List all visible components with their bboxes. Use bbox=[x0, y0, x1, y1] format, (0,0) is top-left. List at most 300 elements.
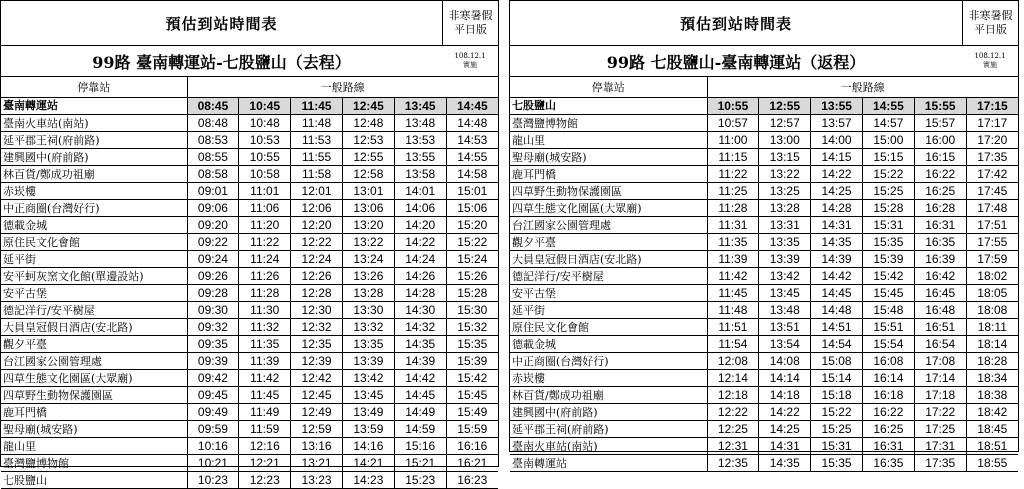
arrival-time: 14:01 bbox=[394, 183, 446, 200]
arrival-time: 14:31 bbox=[811, 217, 863, 234]
arrival-time: 09:24 bbox=[187, 251, 239, 268]
arrival-time: 11:20 bbox=[239, 217, 291, 234]
arrival-time: 11:00 bbox=[707, 132, 759, 149]
arrival-time: 11:53 bbox=[291, 132, 343, 149]
arrival-time: 15:25 bbox=[811, 421, 863, 438]
arrival-time: 11:35 bbox=[707, 234, 759, 251]
arrival-time: 15:35 bbox=[446, 336, 498, 353]
stop-row bbox=[1, 217, 498, 234]
arrival-time: 11:28 bbox=[239, 285, 291, 302]
outbound-schedule bbox=[0, 0, 499, 487]
stop-row bbox=[1, 268, 498, 285]
arrival-time: 15:23 bbox=[394, 472, 446, 489]
arrival-time: 10:58 bbox=[239, 166, 291, 183]
arrival-time: 18:14 bbox=[966, 336, 1018, 353]
arrival-time: 11:35 bbox=[239, 336, 291, 353]
arrival-time: 13:42 bbox=[342, 370, 394, 387]
badge-line1: 非寒暑假 bbox=[448, 9, 493, 22]
arrival-time: 11:32 bbox=[239, 319, 291, 336]
arrival-time: 11:15 bbox=[707, 149, 759, 166]
arrival-time: 18:05 bbox=[966, 285, 1018, 302]
arrival-time: 12:14 bbox=[707, 370, 759, 387]
stop-row bbox=[510, 115, 1018, 132]
arrival-time: 13:25 bbox=[759, 183, 811, 200]
version-line1: 108.12.1 bbox=[454, 52, 486, 60]
stop-row bbox=[1, 353, 498, 370]
arrival-time: 16:21 bbox=[446, 455, 498, 472]
arrival-time: 18:38 bbox=[966, 387, 1018, 404]
arrival-time: 14:22 bbox=[811, 166, 863, 183]
route-title: 99路 七股鹽山-臺南轉運站（返程） bbox=[606, 52, 866, 72]
stop-row bbox=[1, 302, 498, 319]
departure-time: 14:45 bbox=[446, 98, 498, 115]
arrival-time: 18:51 bbox=[966, 438, 1018, 455]
arrival-time: 14:39 bbox=[394, 353, 446, 370]
arrival-time: 14:59 bbox=[394, 421, 446, 438]
stop-name: 中正商圈(台灣好行) bbox=[1, 200, 187, 217]
arrival-time: 15:42 bbox=[446, 370, 498, 387]
arrival-time: 12:48 bbox=[342, 115, 394, 132]
version-line1: 108.12.1 bbox=[974, 52, 1006, 60]
service-column-header: 一般路線 bbox=[707, 77, 1018, 98]
arrival-time: 14:51 bbox=[811, 319, 863, 336]
arrival-time: 14:58 bbox=[446, 166, 498, 183]
stop-row bbox=[1, 234, 498, 251]
arrival-time: 14:22 bbox=[759, 404, 811, 421]
arrival-time: 17:45 bbox=[966, 183, 1018, 200]
stop-name: 觀夕平臺 bbox=[510, 234, 707, 251]
arrival-time: 14:00 bbox=[811, 132, 863, 149]
schedule-badge bbox=[962, 1, 1018, 45]
arrival-time: 14:48 bbox=[446, 115, 498, 132]
stop-row bbox=[510, 200, 1018, 217]
arrival-time: 17:51 bbox=[966, 217, 1018, 234]
route-header bbox=[510, 46, 1018, 77]
stop-row bbox=[1, 251, 498, 268]
version-line2: 實施 bbox=[983, 61, 997, 69]
arrival-time: 17:17 bbox=[966, 115, 1018, 132]
arrival-time: 14:35 bbox=[811, 234, 863, 251]
stop-name: 赤崁樓 bbox=[1, 183, 187, 200]
arrival-time: 14:57 bbox=[862, 115, 914, 132]
stop-row bbox=[1, 285, 498, 302]
stop-row bbox=[510, 387, 1018, 404]
arrival-time: 15:00 bbox=[862, 132, 914, 149]
stop-name: 台江國家公園管理處 bbox=[1, 353, 187, 370]
arrival-time: 12:32 bbox=[291, 319, 343, 336]
service-column-header: 一般路線 bbox=[187, 77, 498, 98]
arrival-time: 14:26 bbox=[394, 268, 446, 285]
stop-name: 龍山里 bbox=[510, 132, 707, 149]
arrival-time: 14:08 bbox=[759, 353, 811, 370]
arrival-time: 11:48 bbox=[707, 302, 759, 319]
arrival-time: 15:31 bbox=[862, 217, 914, 234]
arrival-time: 17:22 bbox=[914, 404, 966, 421]
arrival-time: 15:57 bbox=[914, 115, 966, 132]
arrival-time: 11:30 bbox=[239, 302, 291, 319]
arrival-time: 17:59 bbox=[966, 251, 1018, 268]
arrival-time: 18:28 bbox=[966, 353, 1018, 370]
stop-name: 赤崁樓 bbox=[510, 370, 707, 387]
arrival-time: 12:21 bbox=[239, 455, 291, 472]
stop-name: 建興國中(府前路) bbox=[1, 149, 187, 166]
arrival-time: 09:45 bbox=[187, 387, 239, 404]
arrival-time: 15:18 bbox=[811, 387, 863, 404]
departure-time: 10:45 bbox=[239, 98, 291, 115]
stop-name: 七股鹽山 bbox=[510, 98, 707, 115]
arrival-time: 12:35 bbox=[291, 336, 343, 353]
stop-name: 七股鹽山 bbox=[1, 472, 187, 489]
stop-name: 四草生態文化園區(大眾廟) bbox=[1, 370, 187, 387]
arrival-time: 14:55 bbox=[446, 149, 498, 166]
stop-name: 德載金城 bbox=[1, 217, 187, 234]
version-line2: 實施 bbox=[463, 61, 477, 69]
stop-name: 四草野生動物保護園區 bbox=[510, 183, 707, 200]
arrival-time: 12:22 bbox=[291, 234, 343, 251]
arrival-time: 11:28 bbox=[707, 200, 759, 217]
stop-row bbox=[510, 251, 1018, 268]
arrival-time: 15:48 bbox=[862, 302, 914, 319]
arrival-time: 12:26 bbox=[291, 268, 343, 285]
arrival-time: 17:31 bbox=[914, 438, 966, 455]
arrival-time: 11:01 bbox=[239, 183, 291, 200]
arrival-time: 10:55 bbox=[239, 149, 291, 166]
arrival-time: 10:53 bbox=[239, 132, 291, 149]
arrival-time: 14:24 bbox=[394, 251, 446, 268]
arrival-time: 09:01 bbox=[187, 183, 239, 200]
arrival-time: 15:25 bbox=[862, 183, 914, 200]
arrival-time: 13:49 bbox=[342, 404, 394, 421]
arrival-time: 12:31 bbox=[707, 438, 759, 455]
arrival-time: 16:28 bbox=[914, 200, 966, 217]
arrival-time: 14:45 bbox=[811, 285, 863, 302]
arrival-time: 08:48 bbox=[187, 115, 239, 132]
arrival-time: 14:42 bbox=[811, 268, 863, 285]
arrival-time: 11:55 bbox=[291, 149, 343, 166]
arrival-time: 17:20 bbox=[966, 132, 1018, 149]
return-schedule bbox=[509, 0, 1019, 470]
arrival-time: 12:28 bbox=[291, 285, 343, 302]
arrival-time: 12:39 bbox=[291, 353, 343, 370]
version-date bbox=[962, 46, 1018, 76]
stop-row bbox=[1, 472, 498, 489]
stop-row bbox=[510, 421, 1018, 438]
arrival-time: 09:20 bbox=[187, 217, 239, 234]
arrival-time: 11:48 bbox=[291, 115, 343, 132]
arrival-time: 09:30 bbox=[187, 302, 239, 319]
timetable bbox=[1, 77, 498, 489]
stop-name: 德載金城 bbox=[510, 336, 707, 353]
departure-time: 15:55 bbox=[914, 98, 966, 115]
arrival-time: 16:54 bbox=[914, 336, 966, 353]
stop-row bbox=[1, 149, 498, 166]
stop-row bbox=[1, 455, 498, 472]
arrival-time: 15:21 bbox=[394, 455, 446, 472]
column-header-row bbox=[510, 77, 1018, 98]
arrival-time: 15:22 bbox=[811, 404, 863, 421]
arrival-time: 10:23 bbox=[187, 472, 239, 489]
arrival-time: 13:48 bbox=[759, 302, 811, 319]
stop-column-header: 停靠站 bbox=[510, 77, 707, 98]
arrival-time: 14:23 bbox=[342, 472, 394, 489]
arrival-time: 15:15 bbox=[862, 149, 914, 166]
arrival-time: 15:35 bbox=[811, 455, 863, 472]
stop-name: 四草生態文化園區(大眾廟) bbox=[510, 200, 707, 217]
arrival-time: 14:20 bbox=[394, 217, 446, 234]
stop-row bbox=[510, 336, 1018, 353]
arrival-time: 11:22 bbox=[707, 166, 759, 183]
stop-row bbox=[510, 149, 1018, 166]
stop-name: 建興國中(府前路) bbox=[510, 404, 707, 421]
arrival-time: 13:26 bbox=[342, 268, 394, 285]
badge-line2: 平日版 bbox=[974, 23, 1007, 36]
arrival-time: 13:35 bbox=[759, 234, 811, 251]
stop-row bbox=[510, 455, 1018, 472]
arrival-time: 12:08 bbox=[707, 353, 759, 370]
arrival-time: 16:35 bbox=[862, 455, 914, 472]
stop-name: 臺南轉運站 bbox=[510, 455, 707, 472]
stop-name: 臺南火車站(南站) bbox=[510, 438, 707, 455]
arrival-time: 13:53 bbox=[394, 132, 446, 149]
arrival-time: 15:35 bbox=[862, 234, 914, 251]
arrival-time: 14:39 bbox=[811, 251, 863, 268]
arrival-time: 13:42 bbox=[759, 268, 811, 285]
arrival-time: 14:28 bbox=[811, 200, 863, 217]
arrival-time: 11:49 bbox=[239, 404, 291, 421]
stop-row bbox=[1, 336, 498, 353]
arrival-time: 12:53 bbox=[342, 132, 394, 149]
stop-name: 四草野生動物保護園區 bbox=[1, 387, 187, 404]
arrival-time: 14:35 bbox=[394, 336, 446, 353]
arrival-time: 14:21 bbox=[342, 455, 394, 472]
stop-row bbox=[1, 319, 498, 336]
stop-name: 安平古堡 bbox=[1, 285, 187, 302]
arrival-time: 09:06 bbox=[187, 200, 239, 217]
arrival-time: 15:39 bbox=[862, 251, 914, 268]
stop-name: 臺灣鹽博物館 bbox=[1, 455, 187, 472]
arrival-time: 15:30 bbox=[446, 302, 498, 319]
arrival-time: 13:22 bbox=[342, 234, 394, 251]
arrival-time: 10:57 bbox=[707, 115, 759, 132]
arrival-time: 14:31 bbox=[759, 438, 811, 455]
arrival-time: 15:26 bbox=[446, 268, 498, 285]
arrival-time: 15:22 bbox=[446, 234, 498, 251]
column-header-row bbox=[1, 77, 498, 98]
stop-name: 聖母廟(城安路) bbox=[1, 421, 187, 438]
arrival-time: 13:23 bbox=[291, 472, 343, 489]
arrival-time: 11:42 bbox=[239, 370, 291, 387]
arrival-time: 09:49 bbox=[187, 404, 239, 421]
arrival-time: 15:45 bbox=[862, 285, 914, 302]
arrival-time: 09:42 bbox=[187, 370, 239, 387]
stop-row bbox=[510, 285, 1018, 302]
stop-row bbox=[1, 200, 498, 217]
arrival-time: 16:22 bbox=[914, 166, 966, 183]
arrival-time: 11:39 bbox=[239, 353, 291, 370]
stop-name: 延平街 bbox=[510, 302, 707, 319]
stop-column-header: 停靠站 bbox=[1, 77, 187, 98]
arrival-time: 17:42 bbox=[966, 166, 1018, 183]
arrival-time: 11:42 bbox=[707, 268, 759, 285]
stop-row bbox=[510, 302, 1018, 319]
arrival-time: 13:01 bbox=[342, 183, 394, 200]
arrival-time: 15:45 bbox=[446, 387, 498, 404]
stop-row bbox=[510, 183, 1018, 200]
timetable-body bbox=[1, 98, 498, 489]
arrival-time: 13:28 bbox=[342, 285, 394, 302]
stop-row bbox=[1, 421, 498, 438]
arrival-time: 09:59 bbox=[187, 421, 239, 438]
arrival-time: 12:35 bbox=[707, 455, 759, 472]
arrival-time: 12:59 bbox=[291, 421, 343, 438]
stop-name: 臺南火車站(南站) bbox=[1, 115, 187, 132]
departure-row bbox=[510, 98, 1018, 115]
departure-time: 17:15 bbox=[966, 98, 1018, 115]
arrival-time: 17:55 bbox=[966, 234, 1018, 251]
arrival-time: 12:24 bbox=[291, 251, 343, 268]
arrival-time: 09:22 bbox=[187, 234, 239, 251]
arrival-time: 13:45 bbox=[342, 387, 394, 404]
arrival-time: 13:58 bbox=[394, 166, 446, 183]
stop-name: 德記洋行/安平樹屋 bbox=[510, 268, 707, 285]
stop-name: 安平蚵灰窯文化館(單邊設站) bbox=[1, 268, 187, 285]
arrival-time: 16:15 bbox=[914, 149, 966, 166]
stop-name: 延平郡王祠(府前路) bbox=[510, 421, 707, 438]
arrival-time: 14:18 bbox=[759, 387, 811, 404]
arrival-time: 15:24 bbox=[446, 251, 498, 268]
arrival-time: 13:51 bbox=[759, 319, 811, 336]
arrival-time: 16:00 bbox=[914, 132, 966, 149]
arrival-time: 18:42 bbox=[966, 404, 1018, 421]
stop-row bbox=[1, 438, 498, 455]
stop-name: 原住民文化會館 bbox=[1, 234, 187, 251]
stop-row bbox=[1, 370, 498, 387]
route-title: 99路 臺南轉運站-七股鹽山（去程） bbox=[92, 52, 351, 72]
arrival-time: 15:06 bbox=[446, 200, 498, 217]
arrival-time: 12:25 bbox=[707, 421, 759, 438]
arrival-time: 12:20 bbox=[291, 217, 343, 234]
arrival-time: 16:25 bbox=[914, 183, 966, 200]
arrival-time: 14:45 bbox=[394, 387, 446, 404]
arrival-time: 16:25 bbox=[862, 421, 914, 438]
arrival-time: 09:28 bbox=[187, 285, 239, 302]
arrival-time: 14:54 bbox=[811, 336, 863, 353]
arrival-time: 13:59 bbox=[342, 421, 394, 438]
stop-row bbox=[1, 183, 498, 200]
arrival-time: 11:39 bbox=[707, 251, 759, 268]
departure-time: 08:45 bbox=[187, 98, 239, 115]
stop-row bbox=[1, 404, 498, 421]
stop-name: 臺南轉運站 bbox=[1, 98, 187, 115]
arrival-time: 16:39 bbox=[914, 251, 966, 268]
arrival-time: 12:55 bbox=[342, 149, 394, 166]
departure-time: 12:45 bbox=[342, 98, 394, 115]
arrival-time: 16:08 bbox=[862, 353, 914, 370]
arrival-time: 13:30 bbox=[342, 302, 394, 319]
arrival-time: 11:24 bbox=[239, 251, 291, 268]
stop-row bbox=[510, 217, 1018, 234]
arrival-time: 10:48 bbox=[239, 115, 291, 132]
stop-name: 鹿耳門橋 bbox=[510, 166, 707, 183]
arrival-time: 12:22 bbox=[707, 404, 759, 421]
departure-time: 13:45 bbox=[394, 98, 446, 115]
arrival-time: 15:01 bbox=[446, 183, 498, 200]
schedule-header bbox=[510, 1, 1018, 46]
arrival-time: 15:42 bbox=[862, 268, 914, 285]
stop-row bbox=[510, 353, 1018, 370]
stop-row bbox=[1, 166, 498, 183]
stop-name: 安平古堡 bbox=[510, 285, 707, 302]
arrival-time: 13:22 bbox=[759, 166, 811, 183]
stop-name: 鹿耳門橋 bbox=[1, 404, 187, 421]
arrival-time: 13:20 bbox=[342, 217, 394, 234]
stop-name: 德記洋行/安平樹屋 bbox=[1, 302, 187, 319]
schedule-title: 預估到站時間表 bbox=[679, 14, 792, 33]
arrival-time: 15:14 bbox=[811, 370, 863, 387]
stop-row bbox=[510, 234, 1018, 251]
arrival-time: 15:59 bbox=[446, 421, 498, 438]
arrival-time: 12:49 bbox=[291, 404, 343, 421]
arrival-time: 14:35 bbox=[759, 455, 811, 472]
arrival-time: 16:18 bbox=[862, 387, 914, 404]
arrival-time: 12:01 bbox=[291, 183, 343, 200]
arrival-time: 13:48 bbox=[394, 115, 446, 132]
stop-name: 聖母廟(城安路) bbox=[510, 149, 707, 166]
arrival-time: 12:30 bbox=[291, 302, 343, 319]
arrival-time: 14:15 bbox=[811, 149, 863, 166]
stop-row bbox=[510, 404, 1018, 421]
departure-time: 11:45 bbox=[291, 98, 343, 115]
arrival-time: 17:14 bbox=[914, 370, 966, 387]
arrival-time: 15:08 bbox=[811, 353, 863, 370]
arrival-time: 12:42 bbox=[291, 370, 343, 387]
arrival-time: 17:48 bbox=[966, 200, 1018, 217]
arrival-time: 12:23 bbox=[239, 472, 291, 489]
arrival-time: 11:31 bbox=[707, 217, 759, 234]
stop-name: 觀夕平臺 bbox=[1, 336, 187, 353]
arrival-time: 10:21 bbox=[187, 455, 239, 472]
arrival-time: 14:48 bbox=[811, 302, 863, 319]
arrival-time: 18:02 bbox=[966, 268, 1018, 285]
arrival-time: 12:57 bbox=[759, 115, 811, 132]
arrival-time: 14:14 bbox=[759, 370, 811, 387]
arrival-time: 15:31 bbox=[811, 438, 863, 455]
arrival-time: 11:22 bbox=[239, 234, 291, 251]
stop-row bbox=[510, 319, 1018, 336]
arrival-time: 13:39 bbox=[759, 251, 811, 268]
arrival-time: 13:24 bbox=[342, 251, 394, 268]
arrival-time: 15:22 bbox=[862, 166, 914, 183]
stop-name: 中正商圈(台灣好行) bbox=[510, 353, 707, 370]
arrival-time: 14:22 bbox=[394, 234, 446, 251]
arrival-time: 14:42 bbox=[394, 370, 446, 387]
arrival-time: 13:16 bbox=[291, 438, 343, 455]
arrival-time: 15:16 bbox=[394, 438, 446, 455]
arrival-time: 14:30 bbox=[394, 302, 446, 319]
stop-row bbox=[510, 132, 1018, 149]
arrival-time: 08:53 bbox=[187, 132, 239, 149]
arrival-time: 11:06 bbox=[239, 200, 291, 217]
arrival-time: 16:14 bbox=[862, 370, 914, 387]
arrival-time: 16:16 bbox=[446, 438, 498, 455]
schedule-title: 預估到站時間表 bbox=[165, 14, 278, 33]
arrival-time: 13:06 bbox=[342, 200, 394, 217]
arrival-time: 16:48 bbox=[914, 302, 966, 319]
arrival-time: 14:32 bbox=[394, 319, 446, 336]
arrival-time: 12:06 bbox=[291, 200, 343, 217]
arrival-time: 12:16 bbox=[239, 438, 291, 455]
arrival-time: 13:21 bbox=[291, 455, 343, 472]
